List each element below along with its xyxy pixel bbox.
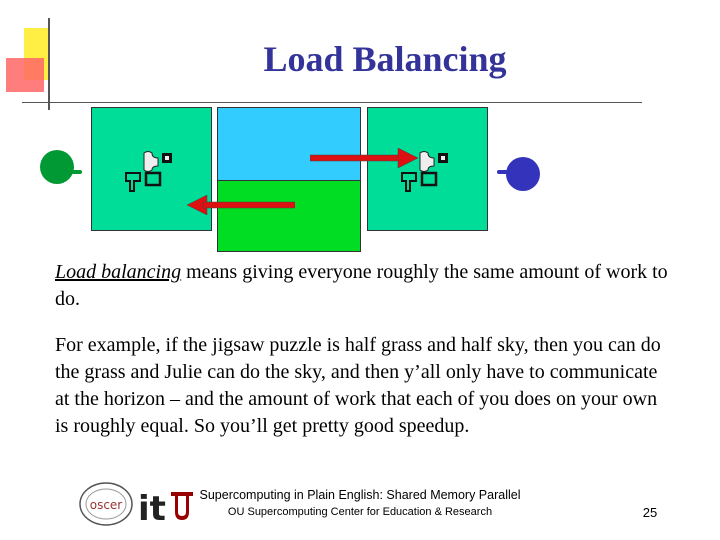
arrow-right-icon [310,148,420,168]
person-left-icon [40,150,74,184]
term-load-balancing: Load balancing [55,261,182,283]
corner-horizontal-line [22,102,642,103]
footer-course-title: Supercomputing in Plain English: Shared Memory Parallel [199,488,521,502]
definition-text: means giving everyone roughly the same amount of work to do. [55,261,668,310]
svg-text:it: it [138,489,166,528]
page-number: 25 [642,505,658,520]
sky-panel [217,107,361,181]
grass-panel [217,180,361,252]
person-right-icon [506,157,540,191]
footer-organization: OU Supercomputing Center for Education & Research [227,506,493,518]
arrow-left-icon [185,195,295,215]
slide-title: Load Balancing [263,39,507,79]
paragraph-example: For example, if the jigsaw puzzle is half grass and half sky, then you can do the grass and Julie can do the sky, and then y’all only have to communicate at the horizon – and the amount of work that each of you does on your own is roughly equal. So you’ll get pretty good speedup. [55,334,661,437]
right-teal-panel [367,107,488,231]
person-left-hand [70,170,82,174]
paragraph-definition [55,259,675,313]
svg-text:oscer: oscer [89,498,123,512]
puzzle-pieces-icon [122,143,182,203]
